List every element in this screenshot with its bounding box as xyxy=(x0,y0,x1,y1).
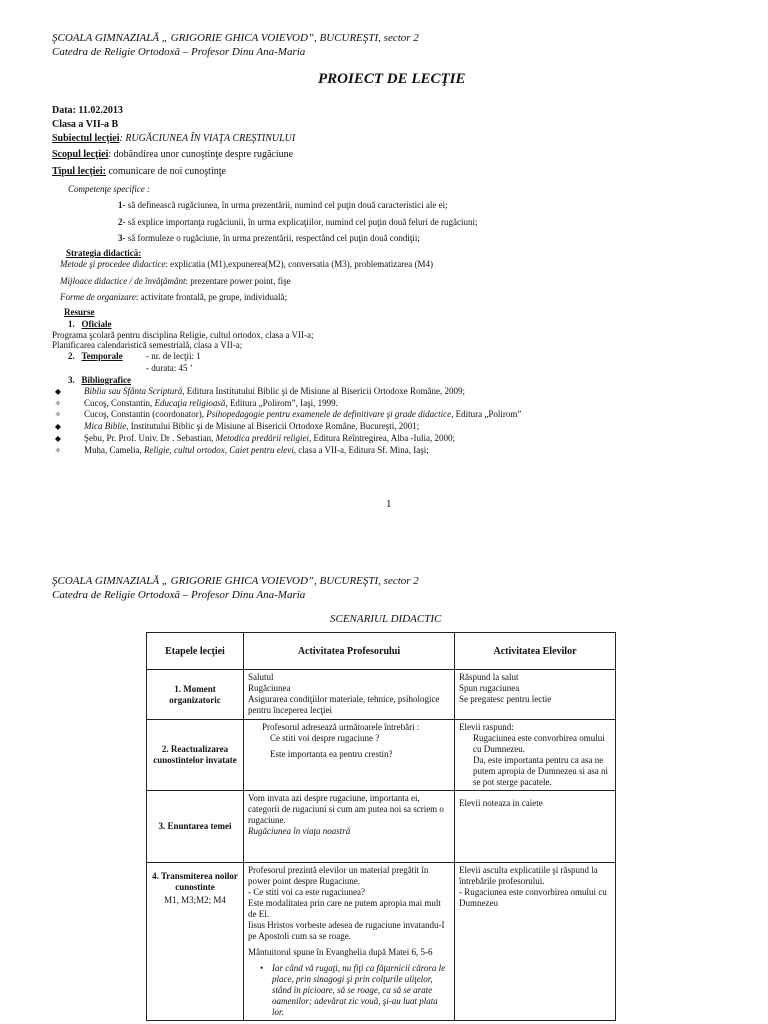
cell-line: Iisus Hristos vorbeste adesea de rugaciune invatandu-I pe Apostoli cum sa se roage. xyxy=(248,920,445,941)
cell-line: Rugaciunea este convorbirea omului cu Dumnezeu. xyxy=(473,733,605,754)
official-num: 1. xyxy=(68,319,75,329)
date-line xyxy=(52,105,123,117)
department-header: Catedra de Religie Ortodoxă – Profesor Dinu Ana-Maria xyxy=(52,589,306,601)
stage-cell: 1. Moment organizatoric xyxy=(147,670,244,720)
resources-label: Resurse xyxy=(64,307,95,317)
means-value: : prezentare power point, fişe xyxy=(185,276,291,286)
temporal-label: Temporale xyxy=(81,351,123,361)
cell-line: Elevii asculta explicatiile şi răspund la întrebările profesorului. xyxy=(459,865,598,886)
section-title: SCENARIUL DIDACTIC xyxy=(330,613,442,625)
cell-line: - Rugaciunea este convorbirea omului cu Dumnezeu xyxy=(459,887,607,908)
bibliography-italic: Biblia sau Sfânta Scriptură xyxy=(84,386,183,396)
teacher-cell xyxy=(244,720,455,791)
school-header: ŞCOALA GIMNAZIALĂ „ GRIGORIE GHICA VOIEVOD”, BUCUREŞTI, sector 2 xyxy=(52,32,419,44)
competence-text: să explice importanţa rugăciunii, în urma explicaţiilor, numind cel puţin două feluri de rugăciuni; xyxy=(125,217,478,227)
cell-line: Vom invata azi despre rugaciune, importanta ei, categorii de rugaciuni si cum am putea noi sa scriem o rugaciune. xyxy=(248,793,444,825)
bibliography-post: , Editura „Polirom” xyxy=(451,409,522,419)
forms-line xyxy=(60,292,287,303)
subject-value: : RUGĂCIUNEA ÎN VIAŢA CREŞTINULUI xyxy=(119,133,296,144)
type-value: comunicare de noi cunoştinţe xyxy=(105,166,226,177)
forms-label: Forme de organizare xyxy=(60,292,136,302)
cell-line: Este importanta ea pentru crestin? xyxy=(270,749,393,759)
methods-line xyxy=(60,259,433,270)
cell-line: Profesorul adresează următoarele întrebări : xyxy=(262,722,420,732)
scope-line xyxy=(52,149,293,161)
bullet-icon: ◆ xyxy=(54,434,62,443)
table-row xyxy=(147,670,616,720)
competence-3 xyxy=(118,233,420,244)
bibliography-italic: Metodica predării religiei xyxy=(215,433,309,443)
school-header: ŞCOALA GIMNAZIALĂ „ GRIGORIE GHICA VOIEVOD”, BUCUREŞTI, sector 2 xyxy=(52,575,419,587)
students-cell xyxy=(455,720,616,791)
table-row xyxy=(147,863,616,1021)
stage-methods: M1, M3;M2; M4 xyxy=(164,895,226,905)
bibliography-item xyxy=(84,421,419,432)
methods-label: Metode şi procedee didactice xyxy=(60,259,166,269)
competence-text: să definească rugăciunea, în urma prezentării, numind cel puţin două caracteristici ale ei; xyxy=(125,200,448,210)
didactic-scenario-table xyxy=(146,632,616,1021)
bibliography-item xyxy=(84,398,338,409)
temporal-line-1: - nr. de lecţii: 1 xyxy=(146,351,201,361)
official-label: Oficiale xyxy=(81,319,112,329)
type-label: Tipul lecţiei: xyxy=(52,166,106,177)
cell-line: Da, este importanta pentru ca asa ne putem apropia de Dumnezeu si asa ni se pot sterge pacatele. xyxy=(473,755,608,787)
competence-num: 1- xyxy=(118,200,126,210)
temporal-num: 2. xyxy=(68,351,75,361)
page-title: PROIECT DE LECŢIE xyxy=(318,71,466,87)
class-line: Clasa a VII-a B xyxy=(52,119,119,130)
table-header-row xyxy=(147,633,616,670)
bibliography-item xyxy=(84,386,465,397)
students-cell xyxy=(455,670,616,720)
biblio-num: 3. xyxy=(68,375,75,385)
page-2 xyxy=(0,520,768,1024)
forms-value: : activitate frontală, pe grupe, individuală; xyxy=(135,292,288,302)
competence-text: să formuleze o rugăciune, în urma prezentării, respectând cel puţin două condiţii; xyxy=(125,233,420,243)
official-line-1: Programa şcolară pentru disciplina Religie, cultul ortodox, clasa a VII-a; xyxy=(52,330,314,340)
teacher-cell xyxy=(244,791,455,863)
cell-line: Salutul xyxy=(248,672,274,682)
cell-line: Răspund la salut xyxy=(459,672,519,682)
competence-1 xyxy=(118,200,448,211)
scope-value: : dobândirea unor cunoştinţe despre rugăciune xyxy=(108,149,294,160)
temporal-line-2: - durata: 45 ’ xyxy=(146,363,193,373)
table-row xyxy=(147,720,616,791)
stage-label: 4. Transmiterea noilor cunostinte xyxy=(152,871,238,892)
cell-line: Mântuitorul spune în Evanghelia după Matei 6, 5-6 xyxy=(248,947,433,957)
table-row xyxy=(147,791,616,863)
stage-cell xyxy=(147,863,244,1021)
date-value: 11.02.2013 xyxy=(75,105,123,116)
bullet-icon: ✧ xyxy=(54,446,62,455)
subject-label: Subiectul lecţiei xyxy=(52,133,120,144)
students-cell xyxy=(455,791,616,863)
type-line xyxy=(52,166,226,178)
bibliography-pre: Şebu, Pr. Prof. Univ. Dr . Sebastian, xyxy=(84,433,216,443)
header-stages: Etapele lecţiei xyxy=(147,633,244,670)
header-students: Activitatea Elevilor xyxy=(455,633,616,670)
competences-label: Competenţe specifice : xyxy=(68,184,150,194)
bibliography-italic: Psihopedagogie pentru examenele de definitivare şi grade didactice xyxy=(206,409,452,419)
competence-num: 2- xyxy=(118,217,126,227)
students-cell xyxy=(455,863,616,1021)
bibliography-italic: Religie, cultul ortodox, Caiet pentru elevi xyxy=(144,445,294,455)
scope-label: Scopul lecţiei xyxy=(52,149,109,160)
cell-line: Asigurarea condiţiilor materiale, tehnice, psihologice pentru începerea lecţiei xyxy=(248,694,440,715)
competence-num: 3- xyxy=(118,233,126,243)
cell-line: - Ce stiti voi ca este rugaciunea? xyxy=(248,887,365,897)
header-teacher: Activitatea Profesorului xyxy=(244,633,455,670)
competence-2 xyxy=(118,217,478,228)
bibliography-post: , Editura Institutului Biblic şi de Misiune al Bisericii Ortodoxe Române, 2009; xyxy=(182,386,465,396)
bibliography-italic: Educaţia religioasă xyxy=(154,398,226,408)
cell-line: Se pregatesc pentru lectie xyxy=(459,694,552,704)
department-header: Catedra de Religie Ortodoxă – Profesor Dinu Ana-Maria xyxy=(52,46,306,58)
subject-line xyxy=(52,133,295,145)
methods-value: : explicatia (M1),expunerea(M2), conversatia (M3), problematizarea (M4) xyxy=(165,259,434,269)
bibliography-post: , clasa a VII-a, Editura Sf. Mina, Iaşi; xyxy=(293,445,429,455)
date-label: Data: xyxy=(52,105,76,116)
bullet-icon: ◆ xyxy=(54,422,62,431)
quote-text: Iar când vă rugaţi, nu fiţi ca făţarnicii cărora le place, prin sinagogi şi prin colţurile uliţelor, stând în picioare, să se roage, ca să se arate oamenilor; adevărat zic vouă, şi-au luat plata lor. xyxy=(272,963,446,1017)
strategy-label: Strategia didactică: xyxy=(66,248,142,258)
bibliography-item xyxy=(84,433,455,444)
bibliography-pre: Cucoş, Constantin (coordonator), xyxy=(84,409,207,419)
bibliography-italic: Mica Biblie xyxy=(84,421,127,431)
biblio-heading xyxy=(68,375,131,386)
bullet-icon: ✧ xyxy=(54,399,62,408)
stage-cell: 3. Enuntarea temei xyxy=(147,791,244,863)
bibliography-post: , Editura „Polirom”, Iaşi, 1999. xyxy=(225,398,338,408)
cell-line: Spun rugaciunea xyxy=(459,683,520,693)
stage-cell: 2. Reactualizarea cunostintelor invatate xyxy=(147,720,244,791)
gospel-quote: • Iar când vă rugaţi, nu fiţi ca făţarnicii cărora le place, prin sinagogi şi prin colţurile uliţelor, stând în picioare, să se roage, ca să se arate oamenilor; adevărat zic vouă, şi-au luat plata lor. xyxy=(260,963,446,1017)
bibliography-pre: Cucoş, Constantin, xyxy=(84,398,155,408)
official-heading xyxy=(68,319,112,330)
means-label: Mijloace didactice / de învăţământ xyxy=(60,276,186,286)
bibliography-item xyxy=(84,409,521,420)
biblio-label: Bibliografice xyxy=(81,375,131,385)
bibliography-post: , Institutului Biblic şi de Misiune al Bisericii Ortodoxe Române, Bucureşti, 2001; xyxy=(126,421,420,431)
official-line-2: Planificarea calendaristică semestrială, clasa a VII-a; xyxy=(52,340,243,350)
temporal-heading xyxy=(68,351,123,362)
teacher-cell xyxy=(244,863,455,1021)
means-line xyxy=(60,276,291,287)
page-number: 1 xyxy=(386,498,392,510)
cell-line: Rugăciunea în viaţa noastră xyxy=(248,826,351,836)
bullet-icon: ✧ xyxy=(54,410,62,419)
cell-line: Elevii raspund: xyxy=(459,722,514,732)
cell-line: Ce stiti voi despre rugaciune ? xyxy=(270,733,380,743)
cell-line: Rugăciunea xyxy=(248,683,291,693)
bibliography-item xyxy=(84,445,429,456)
bibliography-post: , Editura Reîntregirea, Alba -Iulia, 2000; xyxy=(309,433,455,443)
cell-line: Elevii noteaza in caiete xyxy=(459,798,543,808)
bullet-icon: ◆ xyxy=(54,387,62,396)
teacher-cell xyxy=(244,670,455,720)
cell-line: Este modalitatea prin care ne putem apropia mai mult de El. xyxy=(248,898,441,919)
bibliography-pre: Muha, Camelia, xyxy=(84,445,144,455)
cell-line: Profesorul prezintă elevilor un material pregătit în power point despre Rugaciune. xyxy=(248,865,429,886)
